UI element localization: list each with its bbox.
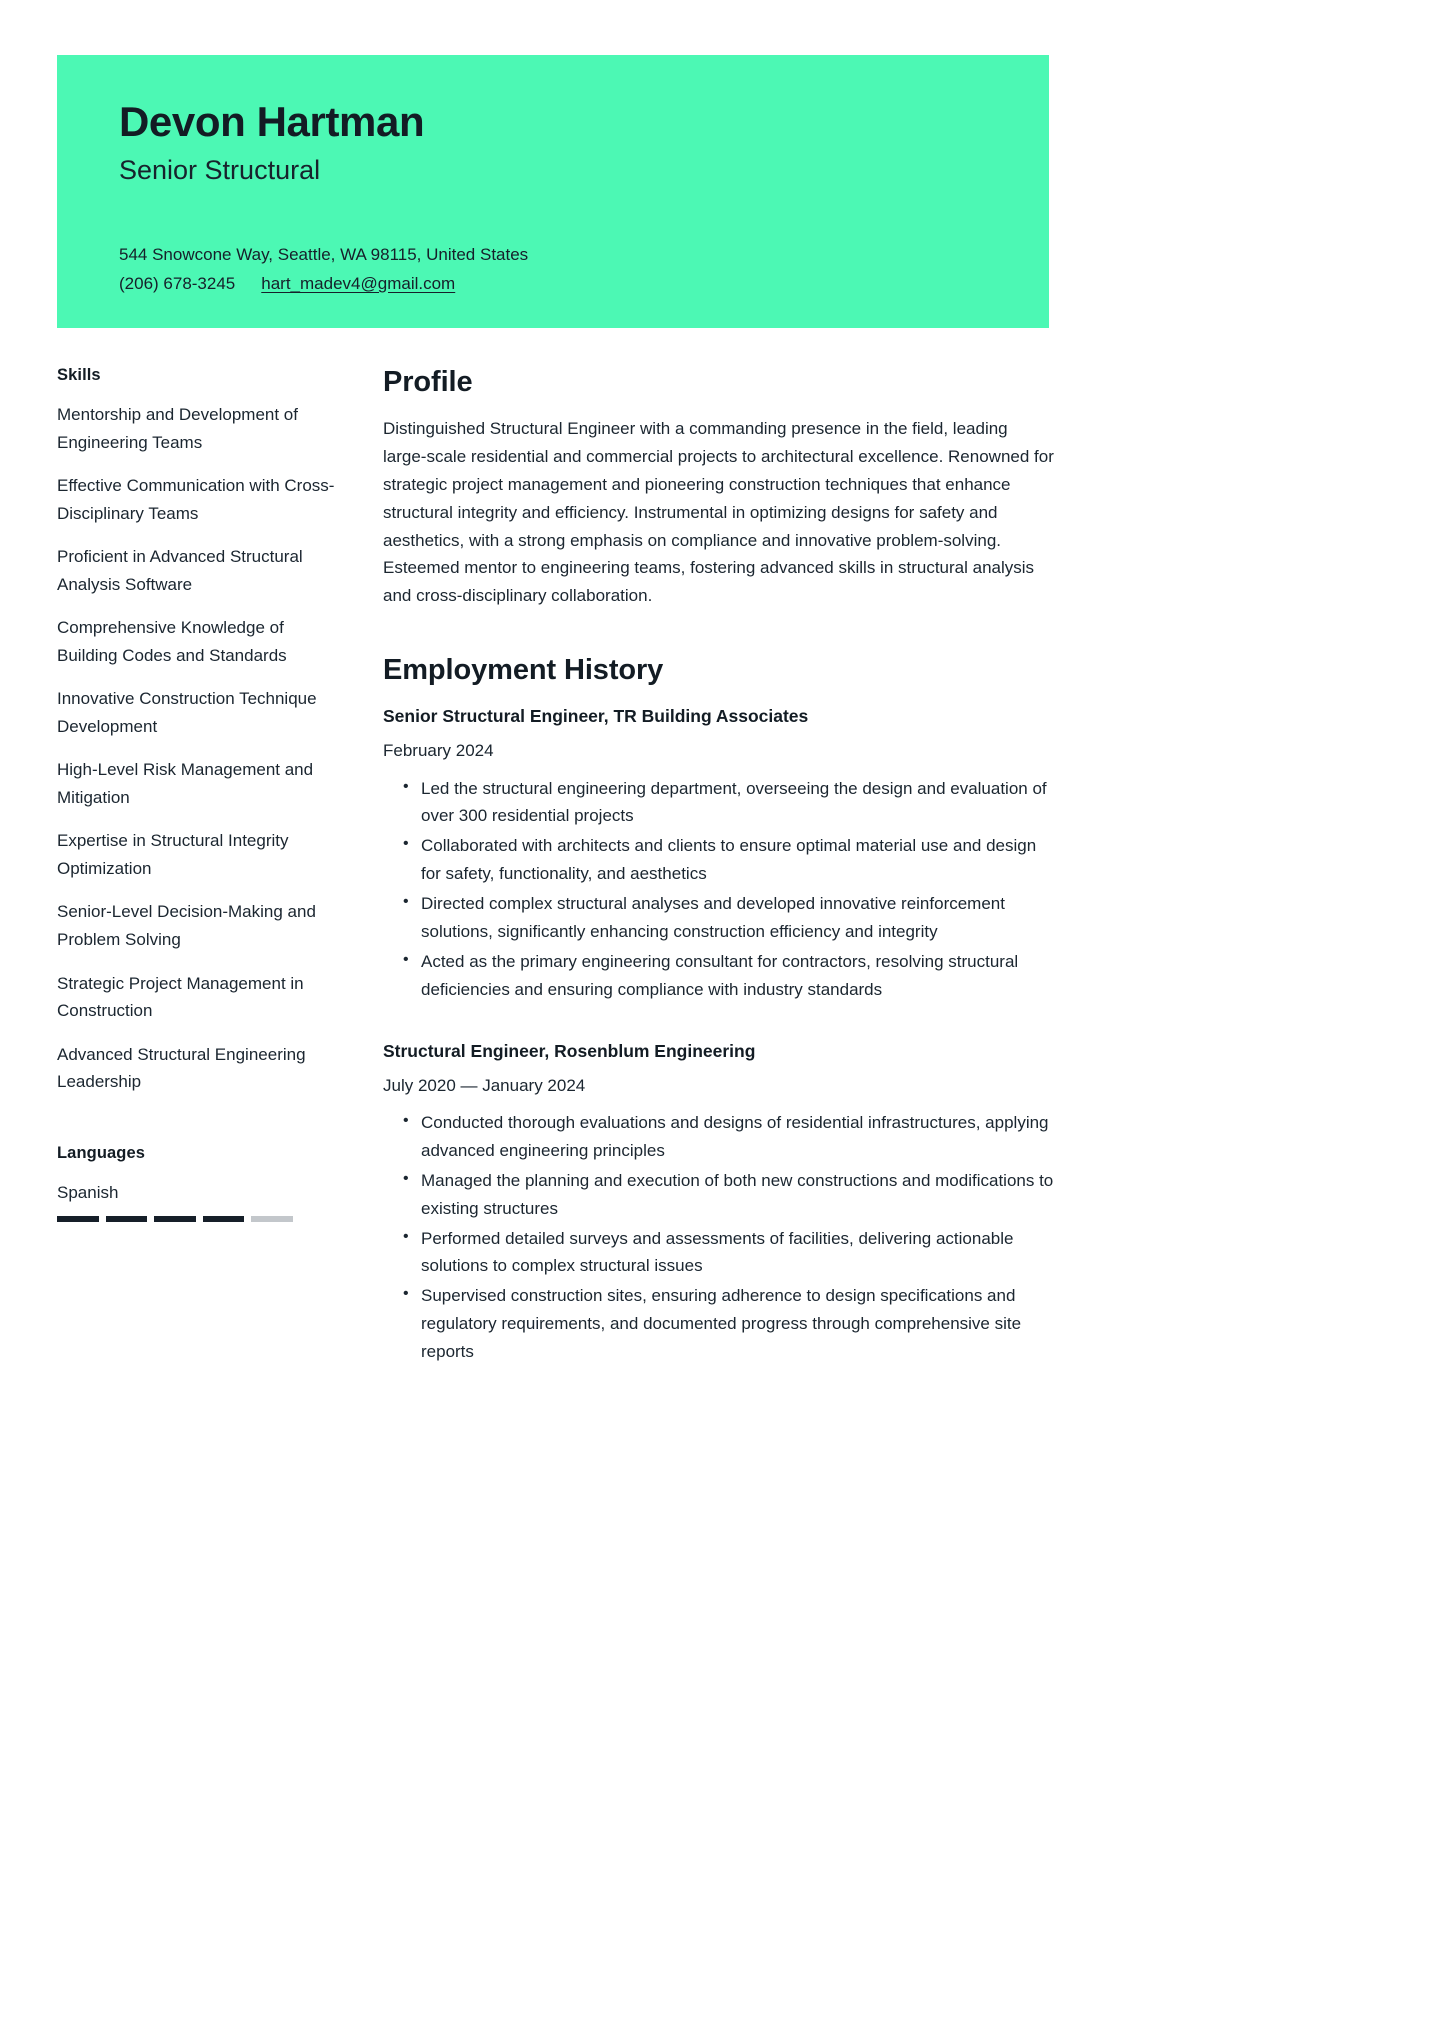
job-bullet: • Supervised construction sites, ensuring adherence to design specifications and regulatory requirements, and documented progress through comprehensive site reports (421, 1282, 1055, 1366)
skill-item: Effective Communication with Cross-Disciplinary Teams (57, 476, 335, 523)
proficiency-segment (106, 1216, 148, 1222)
proficiency-segment (251, 1216, 293, 1222)
phone-number: (206) 678-3245 (119, 273, 236, 293)
skill-item: Strategic Project Management in Construction (57, 973, 304, 1021)
job-date-range: July 2020 — January 2024 (383, 1075, 586, 1095)
language-name: Spanish (57, 1182, 119, 1202)
job-bullet: • Managed the planning and execution of both new constructions and modifications to existing structures (421, 1167, 1055, 1223)
job-bullet: • Acted as the primary engineering consultant for contractors, resolving structural deficiencies and ensuring compliance with industry standards (421, 948, 1055, 1004)
skill-item: Senior-Level Decision-Making and Problem Solving (57, 902, 316, 949)
proficiency-segment (203, 1216, 245, 1222)
skills-heading: Skills (57, 366, 101, 384)
resume-header (57, 55, 1049, 328)
phone-email-line (119, 269, 1049, 298)
skill-item: High-Level Risk Management and Mitigation (57, 760, 314, 807)
profile-section (383, 366, 1055, 610)
job-responsibility-list (383, 1109, 1055, 1366)
address-line: 544 Snowcone Way, Seattle, WA 98115, United States (119, 244, 529, 264)
employment-history-section (383, 654, 1055, 1366)
job-entry (383, 703, 1055, 1003)
main-column (383, 366, 1055, 1368)
languages-heading: Languages (57, 1143, 146, 1162)
skill-item: Innovative Construction Technique Development (57, 689, 317, 736)
resume-body (0, 366, 1440, 1368)
job-responsibility-list (383, 775, 1055, 1004)
employment-history-heading: Employment History (383, 654, 664, 687)
skill-item: Mentorship and Development of Engineering Teams (57, 405, 298, 452)
contact-block (119, 240, 1049, 298)
job-bullet: • Led the structural engineering department, overseeing the design and evaluation of over 300 residential projects (421, 775, 1055, 831)
full-name: Devon Hartman (119, 98, 425, 145)
sidebar (57, 366, 359, 1368)
email-link[interactable]: hart_madev4@gmail.com (261, 273, 456, 293)
language-proficiency-bar (57, 1216, 293, 1222)
job-title-subheading: Senior Structural (119, 154, 321, 185)
job-title-company: Senior Structural Engineer, TR Building Associates (383, 706, 809, 727)
skill-item: Proficient in Advanced Structural Analysis Software (57, 547, 303, 594)
job-bullet: • Directed complex structural analyses and developed innovative reinforcement solutions, significantly enhancing construction efficiency and integrity (421, 890, 1055, 946)
proficiency-segment (154, 1216, 196, 1222)
job-bullet: • Conducted thorough evaluations and designs of residential infrastructures, applying advanced engineering principles (421, 1109, 1055, 1165)
languages-section (57, 1144, 347, 1222)
skill-item: Advanced Structural Engineering Leadership (57, 1044, 306, 1092)
job-entry (383, 1038, 1055, 1366)
job-bullet: • Performed detailed surveys and assessments of facilities, delivering actionable solutions to complex structural issues (421, 1225, 1055, 1281)
skill-item: Comprehensive Knowledge of Building Codes and Standards (57, 618, 287, 665)
skill-item: Expertise in Structural Integrity Optimization (57, 831, 289, 878)
profile-heading: Profile (383, 366, 473, 398)
job-date-range: February 2024 (383, 741, 494, 761)
job-title-company: Structural Engineer, Rosenblum Engineering (383, 1040, 756, 1061)
job-bullet: • Collaborated with architects and clients to ensure optimal material use and design for safety, functionality, and aesthetics (421, 832, 1055, 888)
profile-paragraph: Distinguished Structural Engineer with a commanding presence in the field, leading large-scale residential and commercial projects to architectural excellence. Renowned for strategic project management and pioneering construction techniques that enhance structural integrity and efficiency. Instrumental in optimizing designs for safety and aesthetics, with a strong emphasis on compliance and innovative problem-solving. Esteemed mentor to engineering teams, fostering advanced skills in structural analysis and cross-disciplinary collaboration. (383, 419, 1054, 606)
skills-list (57, 401, 347, 1096)
proficiency-segment (57, 1216, 99, 1222)
